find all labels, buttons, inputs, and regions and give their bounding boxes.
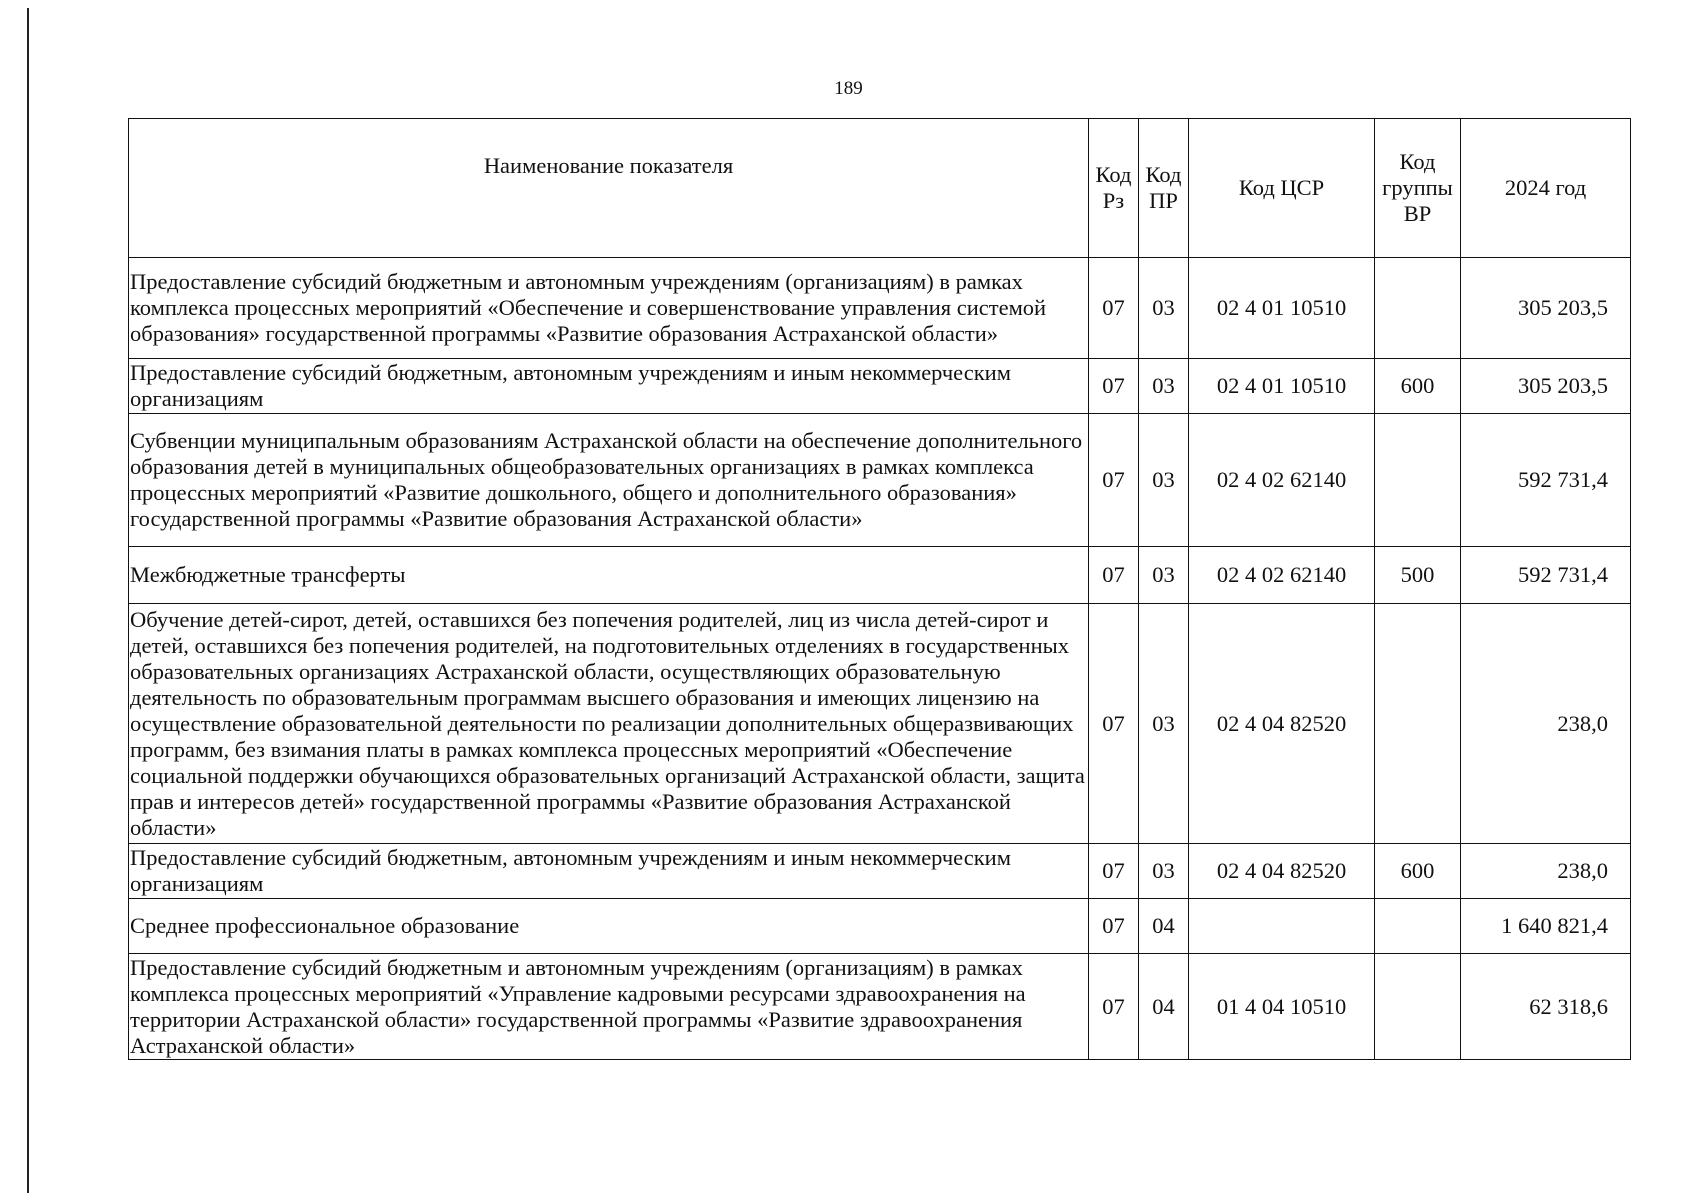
header-name: Наименование показателя <box>129 119 1089 258</box>
table-row <box>129 547 1631 604</box>
row-amount: 238,0 <box>1461 604 1631 844</box>
row-pr: 03 <box>1139 359 1189 414</box>
row-name: Предоставление субсидий бюджетным и автономным учреждениям (организациям) в рамках комплекса процессных мероприятий «Обеспечение и совершенствование управления системой образования» государственной программы «Развитие образования Астраханской области» <box>129 258 1089 359</box>
row-rz: 07 <box>1089 604 1139 844</box>
row-vr <box>1375 414 1461 547</box>
row-pr: 03 <box>1139 258 1189 359</box>
row-vr <box>1375 899 1461 954</box>
row-csr: 02 4 02 62140 <box>1189 414 1375 547</box>
header-pr: Код ПР <box>1139 119 1189 258</box>
row-csr: 02 4 01 10510 <box>1189 258 1375 359</box>
row-amount: 592 731,4 <box>1461 414 1631 547</box>
header-row <box>129 119 1631 258</box>
row-vr: 600 <box>1375 844 1461 899</box>
page-number: 189 <box>834 78 863 99</box>
table-row <box>129 258 1631 359</box>
row-csr: 02 4 04 82520 <box>1189 604 1375 844</box>
row-pr: 04 <box>1139 899 1189 954</box>
budget-table <box>128 118 1631 1060</box>
table-row <box>129 604 1631 844</box>
row-pr: 03 <box>1139 414 1189 547</box>
row-pr: 03 <box>1139 547 1189 604</box>
table-row <box>129 899 1631 954</box>
row-name: Предоставление субсидий бюджетным, автономным учреждениям и иным некоммерческим организациям <box>129 844 1089 899</box>
row-vr <box>1375 604 1461 844</box>
row-rz: 07 <box>1089 899 1139 954</box>
row-amount: 305 203,5 <box>1461 359 1631 414</box>
row-csr: 01 4 04 10510 <box>1189 954 1375 1060</box>
row-vr <box>1375 258 1461 359</box>
row-rz: 07 <box>1089 547 1139 604</box>
row-rz: 07 <box>1089 414 1139 547</box>
row-name: Субвенции муниципальным образованиям Астраханской области на обеспечение дополнительного образования детей в муниципальных общеобразовательных организациях в рамках комплекса процессных мероприятий «Развитие дошкольного, общего и дополнительного образования» государственной программы «Развитие образования Астраханской области» <box>129 414 1089 547</box>
row-rz: 07 <box>1089 359 1139 414</box>
scan-edge-line <box>27 8 29 1193</box>
table-row <box>129 359 1631 414</box>
row-pr: 04 <box>1139 954 1189 1060</box>
row-name: Обучение детей-сирот, детей, оставшихся без попечения родителей, лиц из числа детей-сирот и детей, оставшихся без попечения родителей, на подготовительных отделениях в государственных образовательных организациях Астраханской области, осуществляющих образовательную деятельность по образовательным программам высшего образования и имеющих лицензию на осуществление образовательной деятельности по реализации дополнительных общеразвивающих программ, без взимания платы в рамках комплекса процессных мероприятий «Обеспечение социальной поддержки обучающихся образовательных организаций Астраханской области, защита прав и интересов детей» государственной программы «Развитие образования Астраханской области» <box>129 604 1089 844</box>
row-rz: 07 <box>1089 954 1139 1060</box>
row-pr: 03 <box>1139 844 1189 899</box>
row-vr: 500 <box>1375 547 1461 604</box>
table-header <box>129 119 1631 258</box>
row-rz: 07 <box>1089 844 1139 899</box>
table-row <box>129 954 1631 1060</box>
row-amount: 62 318,6 <box>1461 954 1631 1060</box>
row-name: Предоставление субсидий бюджетным и автономным учреждениям (организациям) в рамках комплекса процессных мероприятий «Управление кадровыми ресурсами здравоохранения на территории Астраханской области» государственной программы «Развитие здравоохранения Астраханской области» <box>129 954 1089 1060</box>
row-amount: 305 203,5 <box>1461 258 1631 359</box>
header-rz: Код Рз <box>1089 119 1139 258</box>
row-vr <box>1375 954 1461 1060</box>
header-year: 2024 год <box>1461 119 1631 258</box>
row-rz: 07 <box>1089 258 1139 359</box>
row-csr <box>1189 899 1375 954</box>
row-csr: 02 4 04 82520 <box>1189 844 1375 899</box>
row-pr: 03 <box>1139 604 1189 844</box>
row-name: Предоставление субсидий бюджетным, автономным учреждениям и иным некоммерческим организациям <box>129 359 1089 414</box>
table-row <box>129 414 1631 547</box>
row-amount: 238,0 <box>1461 844 1631 899</box>
header-vr: Код группы ВР <box>1375 119 1461 258</box>
table-row <box>129 844 1631 899</box>
row-csr: 02 4 01 10510 <box>1189 359 1375 414</box>
header-csr: Код ЦСР <box>1189 119 1375 258</box>
row-vr: 600 <box>1375 359 1461 414</box>
row-amount: 1 640 821,4 <box>1461 899 1631 954</box>
row-name: Среднее профессиональное образование <box>129 899 1089 954</box>
row-csr: 02 4 02 62140 <box>1189 547 1375 604</box>
table-body <box>129 258 1631 1060</box>
row-amount: 592 731,4 <box>1461 547 1631 604</box>
row-name: Межбюджетные трансферты <box>129 547 1089 604</box>
